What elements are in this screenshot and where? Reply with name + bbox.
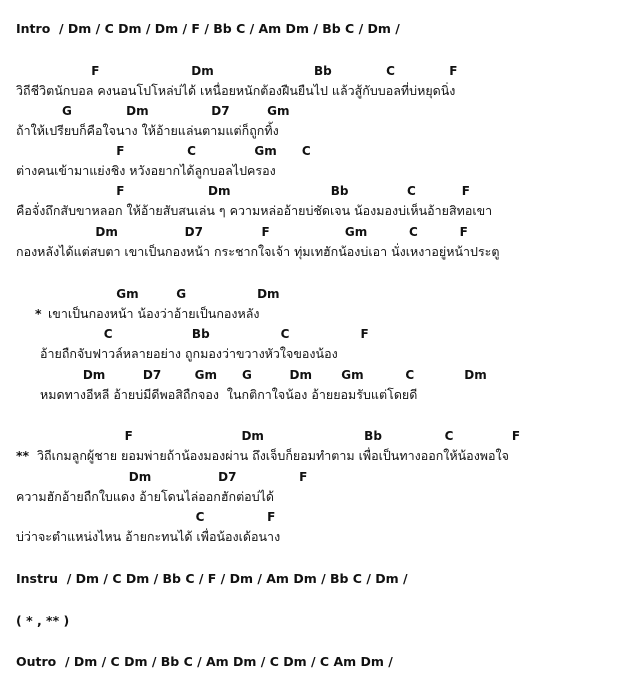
lyric-line: อ้ายถืกจับฟาวล์หลายอย่าง ถูกมองว่าขวางหัวใจของน้อง [40,346,338,361]
instru-line: Instru / Dm / C Dm / Bb C / F / Dm / Am Dm / Bb C / Dm / [16,571,408,586]
lyric-line: คือจั่งถึกสับขาหลอก ให้อ้ายสับสนเล่น ๆ ความหล่ออ้ายบ่ชัดเจน น้องมองบ่เห็นอ้ายสิทอเขา [16,203,493,218]
lyric-line: หมดทางอีหลี อ้ายบ่มีดีพอสิถืกจอง ในกติกาใจน้อง อ้ายยอมรับแต่โดยดี [40,387,418,402]
lyric-line: วิถีชีวิตนักบอล คงนอนโปโหล่บ่ได้ เหนื่อยหนักต้องฝืนยืนไป แล้วสู้กับบอลที่บ่หยุดนิ่ง [16,83,456,98]
chord-line: F Dm Bb C F [16,64,458,78]
lyric-line: วิถีเกมลูกผู้ชาย ยอมพ่ายถ้าน้องมองผ่าน ถึงเจ็บก็ยอมทำตาม เพื่อเป็นทางออกให้น้องพอใจ [37,448,509,463]
section-marker-double-star: ** [16,448,30,463]
chord-line: Dm D7 Gm G Dm Gm C Dm [16,368,487,382]
chord-line: Dm D7 F Gm C F [16,225,468,239]
lyric-line: บ่ว่าจะตำแหน่งไหน อ้ายกะทนได้ เพื่อน้องเด้อนาง [16,529,281,544]
lyric-line: ถ้าให้เปรียบก็คือใจนาง ให้อ้ายแล่นตามแต่ก็ถูกทิ้ง [16,123,279,138]
section-marker-star: * [35,306,42,321]
chord-line: G Dm D7 Gm [16,104,290,118]
chord-line: C Bb C F [16,327,369,341]
outro-line: Outro / Dm / C Dm / Bb C / Am Dm / C Dm / C Am Dm / [16,654,393,669]
repeat-line: ( * , ** ) [16,613,70,628]
intro-line: Intro / Dm / C Dm / Dm / F / Bb C / Am Dm / Bb C / Dm / [16,21,400,36]
lyric-line: เขาเป็นกองหน้า น้องว่าอ้ายเป็นกองหลัง [48,306,260,321]
lyric-line: ต่างคนเข้ามาแย่งชิง หวังอยากได้ลูกบอลไปครอง [16,163,276,178]
chord-line: Gm G Dm [16,287,280,301]
chord-line: F Dm Bb C F [16,184,470,198]
chord-line: F Dm Bb C F [16,429,521,443]
chord-line: C F [16,510,276,524]
chord-line: Dm D7 F [16,470,308,484]
lyric-line: กองหลังได้แต่สบตา เขาเป็นกองหน้า กระชากใจเจ้า ทุ่มเทฮักน้องบ่เอา นั่งเหงาอยู่หน้าประตู [16,244,500,259]
chord-line: F C Gm C [16,144,311,158]
lyric-line: ความฮักอ้ายถืกใบแดง อ้ายโดนไล่ออกฮักต่อบ่ได้ [16,489,275,504]
